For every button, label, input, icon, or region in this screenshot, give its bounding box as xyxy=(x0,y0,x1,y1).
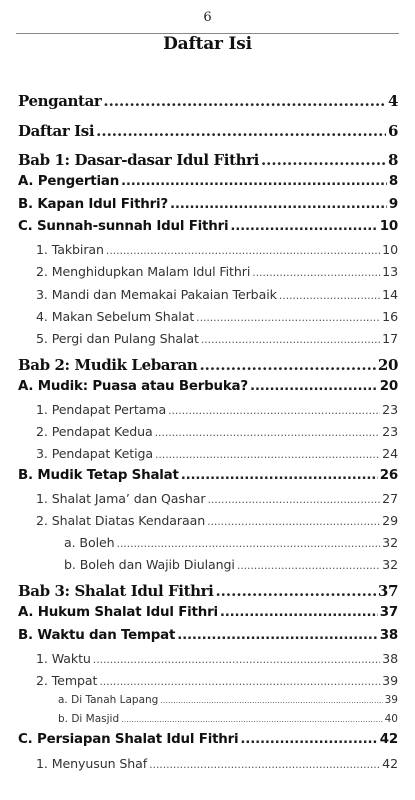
toc-entry-page: 14 xyxy=(382,287,398,302)
toc-entry-page: 37 xyxy=(377,582,398,600)
toc-entry-label: Bab 2: Mudik Lebaran xyxy=(18,356,198,374)
dot-leader xyxy=(149,758,380,771)
toc-entry-label: 2. Menghidupkan Malam Idul Fithri xyxy=(36,264,251,279)
toc-entry-diatas-kendaraan[interactable] xyxy=(36,513,398,528)
toc-entry-page: 10 xyxy=(379,219,398,234)
toc-entry-page: 4 xyxy=(387,92,398,110)
toc-entry-label: A. Pengertian xyxy=(18,174,120,189)
toc-entry-page: 27 xyxy=(382,491,398,506)
toc-entry-page: 39 xyxy=(384,694,398,706)
toc-entry-label: B. Waktu dan Tempat xyxy=(18,628,176,643)
toc-entry-label: b. Boleh dan Wajib Diulangi xyxy=(64,557,235,572)
toc-entry-label: C. Sunnah-sunnah Idul Fithri xyxy=(18,219,229,234)
toc-entry-page: 38 xyxy=(382,651,398,666)
toc-entry-page: 16 xyxy=(382,309,398,324)
toc-entry-page: 37 xyxy=(379,605,398,620)
dot-leader xyxy=(181,468,378,483)
dot-leader xyxy=(121,715,382,724)
toc-entry-page: 8 xyxy=(388,174,398,189)
toc-entry-tanah-lapang[interactable] xyxy=(58,694,398,706)
toc-entry-di-masjid[interactable] xyxy=(58,713,398,725)
toc-entry-label: 1. Takbiran xyxy=(36,242,104,257)
toc-entry-pendapat-kedua[interactable] xyxy=(36,424,398,439)
toc-entry-page: 17 xyxy=(382,331,398,346)
dot-leader xyxy=(240,732,377,747)
toc-entry-page: 32 xyxy=(382,557,398,572)
toc-entry-waktu-tempat[interactable] xyxy=(18,628,398,643)
dot-leader xyxy=(117,537,381,550)
toc-entry-page: 24 xyxy=(382,446,398,461)
toc-entry-label: A. Mudik: Puasa atau Berbuka? xyxy=(18,379,248,394)
toc-entry-label: C. Persiapan Shalat Idul Fithri xyxy=(18,732,239,747)
toc-entry-bab-3[interactable] xyxy=(18,582,398,600)
toc-entry-page: 20 xyxy=(377,356,398,374)
toc-entry-page: 23 xyxy=(382,424,398,439)
dot-leader xyxy=(106,244,380,257)
page-title: Daftar Isi xyxy=(163,34,252,54)
dot-leader xyxy=(220,605,378,620)
toc-entry-label: Pengantar xyxy=(18,92,102,110)
toc-entry-mudik-puasa[interactable] xyxy=(18,379,398,394)
toc-entry-label: 3. Pendapat Ketiga xyxy=(36,446,153,461)
toc-entry-sunnah-sunnah[interactable] xyxy=(18,219,398,234)
toc-entry-page: 38 xyxy=(379,628,398,643)
dot-leader xyxy=(261,151,386,169)
toc-entry-mudik-tetap-shalat[interactable] xyxy=(18,468,398,483)
dot-leader xyxy=(207,515,380,528)
dot-leader xyxy=(168,404,380,417)
toc-entry-menghidupkan-malam[interactable] xyxy=(36,264,398,279)
dot-leader xyxy=(93,653,380,666)
toc-entry-takbiran[interactable] xyxy=(36,242,398,257)
toc-entry-page: 42 xyxy=(382,756,398,771)
toc-entry-mandi[interactable] xyxy=(36,287,398,302)
toc-entry-boleh-wajib-diulangi[interactable] xyxy=(64,557,398,572)
dot-leader xyxy=(155,426,381,439)
dot-leader xyxy=(207,493,380,506)
toc-entry-pergi-pulang[interactable] xyxy=(36,331,398,346)
dot-leader xyxy=(201,333,380,346)
dot-leader xyxy=(103,92,386,110)
dot-leader xyxy=(160,696,382,705)
toc-entry-hukum-shalat[interactable] xyxy=(18,605,398,620)
toc-entry-persiapan-shalat[interactable] xyxy=(18,732,398,747)
toc-entry-page: 10 xyxy=(382,242,398,257)
toc-entry-label: 5. Pergi dan Pulang Shalat xyxy=(36,331,199,346)
toc-entry-tempat[interactable] xyxy=(36,673,398,688)
dot-leader xyxy=(196,311,380,324)
toc-entry-bab-1[interactable] xyxy=(18,151,398,169)
dot-leader xyxy=(230,219,377,234)
toc-entry-page: 13 xyxy=(382,264,398,279)
dot-leader xyxy=(252,266,380,279)
dot-leader xyxy=(170,197,387,212)
toc-entry-pendapat-pertama[interactable] xyxy=(36,402,398,417)
toc-entry-pendapat-ketiga[interactable] xyxy=(36,446,398,461)
toc-entry-boleh[interactable] xyxy=(64,535,398,550)
toc-entry-page: 40 xyxy=(384,713,398,725)
toc-entry-page: 23 xyxy=(382,402,398,417)
toc-entry-bab-2[interactable] xyxy=(18,356,398,374)
toc-entry-page: 32 xyxy=(382,535,398,550)
toc-entry-page: 29 xyxy=(382,513,398,528)
dot-leader xyxy=(250,379,378,394)
toc-entry-waktu[interactable] xyxy=(36,651,398,666)
toc-entry-kapan-idul-fithri[interactable] xyxy=(18,197,398,212)
dot-leader xyxy=(215,582,375,600)
dot-leader xyxy=(99,675,380,688)
toc-entry-page: 26 xyxy=(379,468,398,483)
dot-leader xyxy=(279,289,380,302)
toc-entry-label: 2. Shalat Diatas Kendaraan xyxy=(36,513,206,528)
toc-entry-label: 2. Pendapat Kedua xyxy=(36,424,153,439)
toc-entry-label: 1. Pendapat Pertama xyxy=(36,402,167,417)
dot-leader xyxy=(121,174,387,189)
toc-entry-pengertian[interactable] xyxy=(18,174,398,189)
page-number: 6 xyxy=(203,10,212,25)
dot-leader xyxy=(199,356,375,374)
toc-entry-page: 8 xyxy=(387,151,398,169)
toc-entry-label: A. Hukum Shalat Idul Fithri xyxy=(18,605,218,620)
toc-entry-jama-qashar[interactable] xyxy=(36,491,398,506)
toc-entry-label: B. Mudik Tetap Shalat xyxy=(18,468,179,483)
toc-entry-label: 1. Menyusun Shaf xyxy=(36,756,148,771)
toc-entry-pengantar[interactable] xyxy=(18,92,398,110)
toc-entry-label: a. Di Tanah Lapang xyxy=(58,694,159,706)
dot-leader xyxy=(96,122,386,140)
dot-leader xyxy=(237,559,380,572)
toc-entry-label: B. Kapan Idul Fithri? xyxy=(18,197,168,212)
toc-entry-label: b. Di Masjid xyxy=(58,713,120,725)
toc-entry-label: 4. Makan Sebelum Shalat xyxy=(36,309,195,324)
toc-entry-page: 39 xyxy=(382,673,398,688)
dot-leader xyxy=(177,628,378,643)
toc-entry-page: 20 xyxy=(379,379,398,394)
toc-entry-label: Daftar Isi xyxy=(18,122,95,140)
dot-leader xyxy=(155,448,380,461)
toc-entry-label: Bab 3: Shalat Idul Fithri xyxy=(18,582,214,600)
toc-entry-page: 6 xyxy=(387,122,398,140)
toc-entry-makan-sebelum-shalat[interactable] xyxy=(36,309,398,324)
toc-entry-label: a. Boleh xyxy=(64,535,115,550)
toc-entry-menyusun-shaf[interactable] xyxy=(36,756,398,771)
toc-entry-page: 9 xyxy=(388,197,398,212)
toc-entry-label: Bab 1: Dasar-dasar Idul Fithri xyxy=(18,151,259,169)
toc-entry-label: 1. Waktu xyxy=(36,651,91,666)
toc-entry-label: 2. Tempat xyxy=(36,673,98,688)
toc-entry-label: 1. Shalat Jama’ dan Qashar xyxy=(36,491,206,506)
toc-entry-daftar-isi[interactable] xyxy=(18,122,398,140)
toc-entry-page: 42 xyxy=(379,732,398,747)
toc-entry-label: 3. Mandi dan Memakai Pakaian Terbaik xyxy=(36,287,277,302)
